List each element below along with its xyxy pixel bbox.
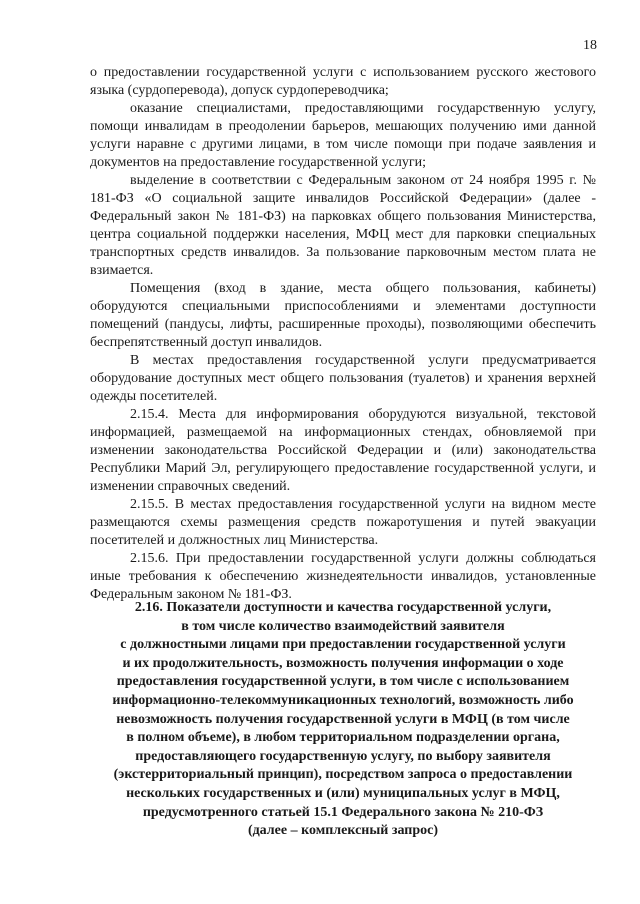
section-heading-line: в полном объеме), в любом территориальном подразделении органа,: [126, 730, 560, 746]
section-heading-line: информационно-телекоммуникационных технологий, возможность либо: [112, 692, 574, 708]
section-heading-line: (далее – комплексный запрос): [247, 823, 439, 839]
section-heading-line: и их продолжительность, возможность получения информации о ходе: [122, 655, 564, 671]
section-heading-line: предусмотренного статьей 15.1 Федерального закона № 210-ФЗ: [142, 804, 544, 820]
paragraph: 2.15.6. При предоставлении государственной услуги должны соблюдаться иные требования к обеспечению жизнедеятельности инвалидов, установленные Федеральным законом № 181-ФЗ.: [90, 551, 596, 602]
section-heading-line: в том числе количество взаимодействий заявителя: [181, 618, 505, 634]
section-heading-line: невозможность получения государственной услуги в МФЦ (в том числе: [116, 711, 570, 727]
section-heading-line: предоставления государственной услуги, в том числе с использованием: [116, 674, 570, 690]
section-heading-line: предоставляющего государственную услугу, по выбору заявителя: [135, 748, 551, 764]
paragraph: Помещения (вход в здание, места общего пользования, кабинеты) оборудуются специальными приспособлениями и элементами доступности помещений (пандусы, лифты, расширенные проходы), позволяющими обеспечить беспрепятственный доступ инвалидов.: [90, 281, 596, 350]
paragraph: о предоставлении государственной услуги с использованием русского жестового языка (сурдоперевода), допуск сурдопереводчика;: [90, 65, 596, 98]
paragraph: В местах предоставления государственной услуги предусматривается оборудование доступных мест общего пользования (туалетов) и хранения верхней одежды посетителей.: [90, 353, 596, 404]
paragraph: выделение в соответствии с Федеральным законом от 24 ноября 1995 г. № 181-ФЗ «О социальной защите инвалидов Российской Федерации» (далее - Федеральный закон № 181-ФЗ) на парковках общего пользования Министерства, центра социальной поддержки населения, МФЦ мест для парковки специальных транспортных средств инвалидов. За пользование парковочным местом плата не взимается.: [90, 173, 596, 278]
section-heading: [90, 599, 596, 841]
paragraph: оказание специалистами, предоставляющими государственную услугу, помощи инвалидам в преодолении барьеров, мешающих получению ими данной услуги наравне с другими лицами, в том числе помощи при подаче заявления и документов на предоставление государственной услуги;: [90, 101, 596, 170]
section-heading-line: с должностными лицами при предоставлении государственной услуги: [120, 637, 566, 653]
paragraph: 2.15.5. В местах предоставления государственной услуги на видном месте размещаются схемы размещения средств пожаротушения и путей эвакуации посетителей и должностных лиц Министерства.: [90, 497, 596, 548]
body-text: [90, 64, 596, 604]
section-heading-line: (экстерриториальный принцип), посредством запроса о предоставлении: [113, 767, 573, 783]
page-number: 18: [583, 38, 597, 53]
section-heading-line: 2.16. Показатели доступности и качества государственной услуги,: [134, 600, 552, 615]
paragraph: 2.15.4. Места для информирования оборудуются визуальной, текстовой информацией, размещаемой на информационных стендах, обновляемой при изменении законодательства Российской Федерации и (или) законодательства Республики Марий Эл, регулирующего предоставление государственной услуги, и изменении справочных сведений.: [90, 407, 596, 494]
section-heading-line: нескольких государственных и (или) муниципальных услуг в МФЦ,: [126, 785, 560, 801]
